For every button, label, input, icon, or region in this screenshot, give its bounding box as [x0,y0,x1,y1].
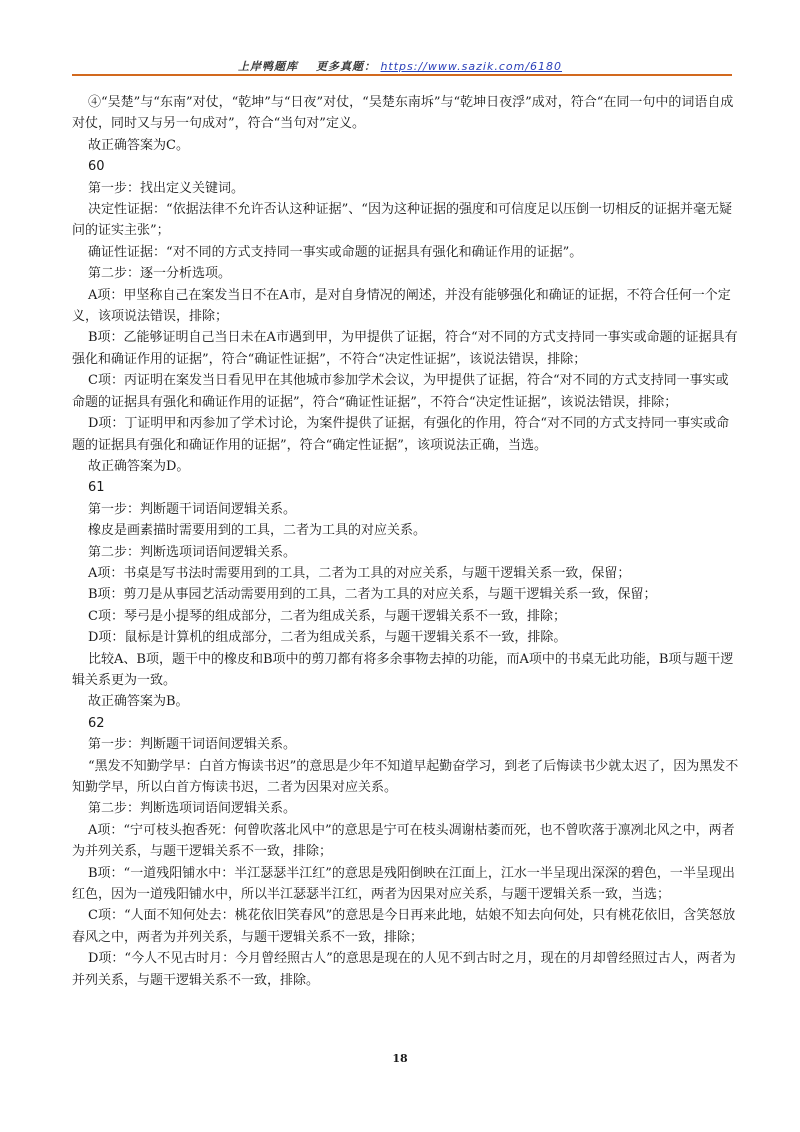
step-heading: 第二步：判断选项词语间逻辑关系。 [88,801,297,817]
step-heading: 第一步：找出定义关键词。 [88,180,245,196]
option-analysis: C项：琴弓是小提琴的组成部分，二者为组成关系，与题干逻辑关系不一致，排除； [88,608,566,624]
option-analysis: C项：丙证明在案发当日看见甲在其他城市参加学术会议，为甲提供了证据，符合“对不同的方式支持同一事实或命题的证据具有强化和确证作用的证据”，符合“确证性证据”，不符合“决定性证据”，该说法错误，排除； [72,373,729,410]
question-number: 62 [88,715,105,731]
paragraph: ④“吴楚”与“东南”对仗，“乾坤”与“日夜”对仗，“吴楚东南坼”与“乾坤日夜浮”成对，符合“在同一句中的词语自成对仗，同时又与另一句成对”，符合“当句对”定义。 [72,95,734,132]
step-heading: 第二步：逐一分析选项。 [88,266,232,282]
option-analysis: D项：“今人不见古时月：今月曾经照古人”的意思是现在的人见不到古时之月，现在的月却曾经照过古人，两者为并列关系，与题干逻辑关系不一致，排除。 [72,951,736,988]
option-analysis: C项：“人面不知何处去：桃花依旧笑春风”的意思是今日再来此地，姑娘不知去向何处，只有桃花依旧，含笑怒放春风之中，两者为并列关系，与题干逻辑关系不一致，排除； [72,908,736,945]
option-analysis: D项：鼠标是计算机的组成部分，二者为组成关系，与题干逻辑关系不一致，排除。 [88,630,567,646]
paragraph: 比较A、B项，题干中的橡皮和B项中的剪刀都有将多余事物去掉的功能，而A项中的书桌无此功能，B项与题干逻辑关系更为一致。 [72,651,734,688]
step-heading: 第二步：判断选项词语间逻辑关系。 [88,544,297,560]
paragraph: 确证性证据：“对不同的方式支持同一事实或命题的证据具有强化和确证作用的证据”。 [88,244,583,260]
answer-line: 故正确答案为D。 [88,458,190,474]
step-heading: 第一步：判断题干词语间逻辑关系。 [88,501,297,517]
answer-line: 故正确答案为B。 [88,694,189,710]
option-analysis: B项：乙能够证明自己当日未在A市遇到甲，为甲提供了证据，符合“对不同的方式支持同一事实或命题的证据具有强化和确证作用的证据”，符合“确证性证据”，不符合“决定性证据”，该说法错误，排除； [72,330,738,367]
option-analysis: A项：书桌是写书法时需要用到的工具，二者为工具的对应关系，与题干逻辑关系一致，保留； [88,565,631,581]
question-number: 60 [88,159,105,175]
option-analysis: B项：“一道残阳铺水中：半江瑟瑟半江红”的意思是残阳倒映在江面上，江水一半呈现出深深的碧色，一半呈现出红色，因为一道残阳铺水中，所以半江瑟瑟半江红，两者为因果对应关系，与题干逻辑关系一致，当选； [72,865,735,903]
paragraph: “黑发不知勤学早：白首方悔读书迟”的意思是少年不知道早起勤奋学习，到老了后悔读书少就太迟了，因为黑发不知勤学早，所以白首方悔读书迟，二者为因果对应关系。 [72,758,739,795]
question-number: 61 [88,480,105,496]
option-analysis: B项：剪刀是从事园艺活动需要用到的工具，二者为工具的对应关系，与题干逻辑关系一致，保留； [88,587,657,603]
page-number: 18 [392,1052,408,1065]
site-name: 上岸鸭题库 [237,60,298,73]
option-analysis: D项：丁证明甲和丙参加了学术讨论，为案件提供了证据，有强化的作用，符合“对不同的方式支持同一事实或命题的证据具有强化和确证作用的证据”，符合“确定性证据”，该项说法正确，当选。 [72,416,730,453]
document-body [72,92,740,991]
header-label: 更多真题： [315,60,376,73]
option-analysis: A项：甲坚称自己在案发当日不在A市，是对自身情况的阐述，并没有能够强化和确证的证据，不符合任何一个定义，该项说法错误，排除； [72,287,731,325]
step-heading: 第一步：判断题干词语间逻辑关系。 [88,737,297,753]
page-header [0,58,800,74]
paragraph: 决定性证据：“依据法律不允许否认这种证据”、“因为这种证据的强度和可信度足以压倒一切相反的证据并毫无疑问的证实主张”； [72,202,732,239]
header-divider [72,74,732,76]
option-analysis: A项：“宁可枝头抱香死：何曾吹落北风中”的意思是宁可在枝头凋谢枯萎而死，也不曾吹落于凛冽北风之中，两者为并列关系，与题干逻辑关系不一致，排除； [72,822,735,860]
answer-line: 故正确答案为C。 [88,137,189,153]
header-url-link[interactable]: https://www.sazik.com/6180 [380,60,563,73]
paragraph: 橡皮是画素描时需要用到的工具，二者为工具的对应关系。 [88,523,427,539]
